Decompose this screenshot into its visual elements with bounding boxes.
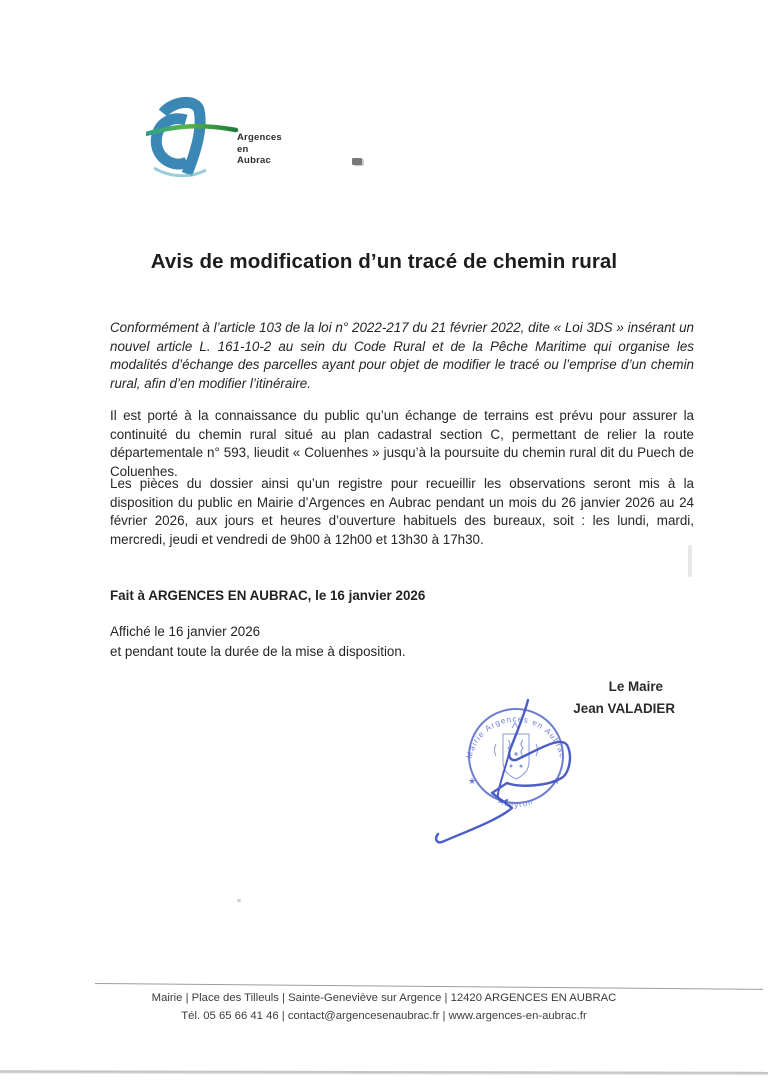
legal-reference-paragraph: Conformément à l’article 103 de la loi n° 2022-217 du 21 février 2022, dite « Loi 3DS » insérant un nouvel article L. 161-10-2 au sein du Code Rural et de la Pêche Maritime qui organise les modalités d’échange des parcelles ayant pour objet de modifier le tracé ou l’emprise d’un chemin rural, afin d’en modifier l’itinéraire. [110, 320, 694, 391]
municipality-logo [146, 96, 376, 186]
public-notice-paragraph: Il est porté à la connaissance du public qu’un échange de terrains est prévu pour assurer la continuité du chemin rural situé au plan cadastral section C, permettant de relier la route départementale n° 593, lieudit « Coluenhes » jusqu’à la poursuite du chemin rural dit du Puech de Coluenhes. [110, 408, 694, 479]
scan-dot-artifact [237, 899, 241, 902]
footer-address: Mairie | Place des Tilleuls | Sainte-Geneviève sur Argence | 12420 ARGENCES EN AUBRAC [151, 992, 617, 1004]
logo-line-1: Argences [237, 132, 282, 143]
footer-contact: Tél. 05 65 66 41 46 | contact@argencesenaubrac.fr | www.argences-en-aubrac.fr [181, 1009, 587, 1022]
signer-role: Le Maire [608, 679, 663, 694]
consultation-details-paragraph: Les pièces du dossier ainsi qu’un registre pour recueillir les observations seront mis à la disposition du public en Mairie d’Argences en Aubrac pendant un mois du 26 janvier 2026 au 24 février 2026, aux jours et heures d’ouverture habituels des bureaux, soit : les lundi, mardi, mercredi, jeudi et vendredi de 9h00 à 12h00 et 13h30 à 17h30. [110, 476, 694, 547]
posting-date: Affiché le 16 janvier 2026 [110, 624, 261, 639]
signer-name: Jean VALADIER [573, 701, 675, 716]
posting-info [110, 622, 694, 661]
footer-divider [95, 983, 763, 990]
stamp-arc-bottom-text: Aveyron [496, 796, 536, 810]
svg-text:Aveyron [497, 796, 535, 809]
stamp-arc-top-text: Mairie Argences en Aubrac [464, 714, 568, 760]
scan-bottom-edge [0, 1070, 768, 1074]
official-stamp-and-signature [410, 682, 595, 854]
scan-smudge-artifact [352, 158, 362, 165]
stamp-star-right: ★ [552, 776, 561, 786]
dateline: Fait à ARGENCES EN AUBRAC, le 16 janvier 2026 [110, 588, 426, 603]
scan-edge-artifact [688, 545, 692, 577]
logo-line-2: en [237, 143, 249, 155]
stamp-star-left: ★ [468, 776, 477, 786]
logo-line-3: Aubrac [237, 155, 271, 166]
page-title: Avis de modification d’un tracé de chemin rural [150, 250, 618, 273]
logo-wordmark [237, 132, 282, 167]
posting-duration: et pendant toute la durée de la mise à disposition. [110, 643, 406, 659]
footer [0, 990, 768, 1025]
